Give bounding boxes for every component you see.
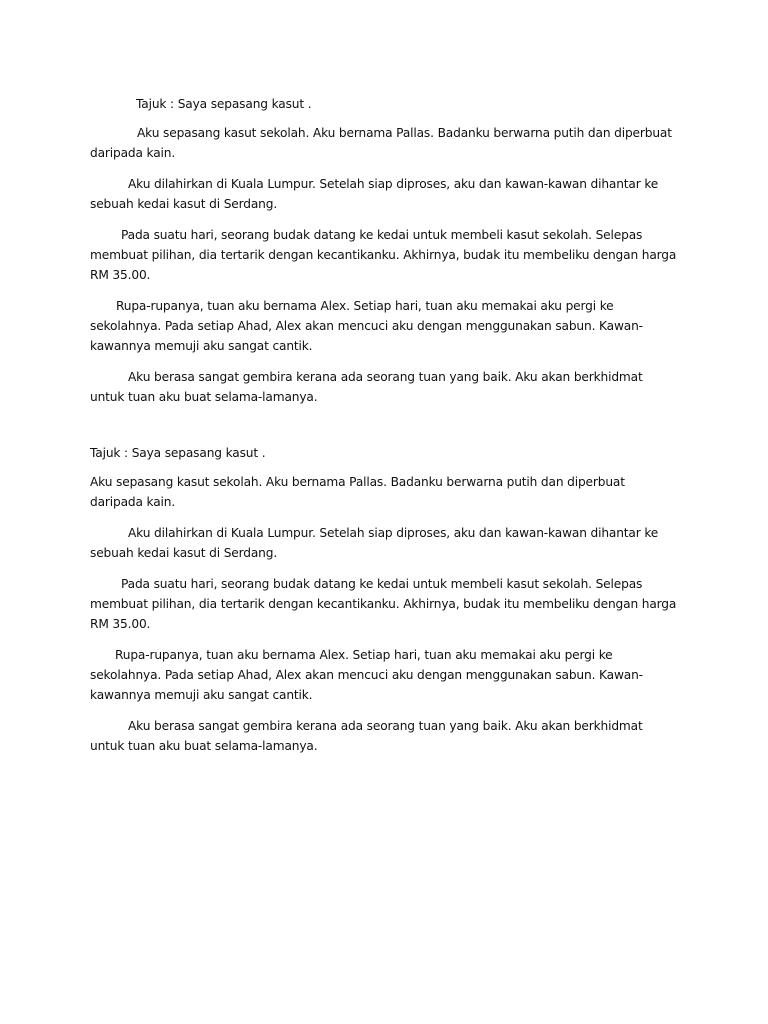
- paragraph-5: Aku berasa sangat gembira kerana ada seorang tuan yang baik. Aku akan berkhidmat untuk tuan aku buat selama-lamanya.: [90, 370, 643, 404]
- paragraph-1: Aku sepasang kasut sekolah. Aku bernama Pallas. Badanku berwarna putih dan diperbuat daripada kain.: [90, 475, 625, 509]
- paragraph-1: Aku sepasang kasut sekolah. Aku bernama Pallas. Badanku berwarna putih dan diperbuat daripada kain.: [90, 126, 672, 160]
- paragraph-5: Aku berasa sangat gembira kerana ada seorang tuan yang baik. Aku akan berkhidmat untuk tuan aku buat selama-lamanya.: [90, 719, 643, 753]
- essay-title: Tajuk : Saya sepasang kasut .: [90, 446, 266, 460]
- paragraph-4: Rupa-rupanya, tuan aku bernama Alex. Setiap hari, tuan aku memakai aku pergi ke sekolahnya. Pada setiap Ahad, Alex akan mencuci aku dengan menggunakan sabun. Kawan-kawannya memuji aku sangat cantik.: [90, 299, 643, 353]
- essay-section-1: [90, 94, 680, 418]
- paragraph-3: Pada suatu hari, seorang budak datang ke kedai untuk membeli kasut sekolah. Selepas membuat pilihan, dia tertarik dengan kecantikanku. Akhirnya, budak itu membeliku dengan harga RM 35.00.: [90, 577, 677, 631]
- paragraph-2: Aku dilahirkan di Kuala Lumpur. Setelah siap diproses, aku dan kawan-kawan dihantar ke sebuah kedai kasut di Serdang.: [90, 177, 659, 211]
- paragraph-4: Rupa-rupanya, tuan aku bernama Alex. Setiap hari, tuan aku memakai aku pergi ke sekolahnya. Pada setiap Ahad, Alex akan mencuci aku dengan menggunakan sabun. Kawan-kawannya memuji aku sangat cantik.: [90, 648, 643, 702]
- essay-title: Tajuk : Saya sepasang kasut .: [136, 97, 312, 111]
- paragraph-3: Pada suatu hari, seorang budak datang ke kedai untuk membeli kasut sekolah. Selepas membuat pilihan, dia tertarik dengan kecantikanku. Akhirnya, budak itu membeliku dengan harga RM 35.00.: [90, 228, 677, 282]
- essay-section-2: [90, 443, 680, 767]
- paragraph-2: Aku dilahirkan di Kuala Lumpur. Setelah siap diproses, aku dan kawan-kawan dihantar ke sebuah kedai kasut di Serdang.: [90, 526, 659, 560]
